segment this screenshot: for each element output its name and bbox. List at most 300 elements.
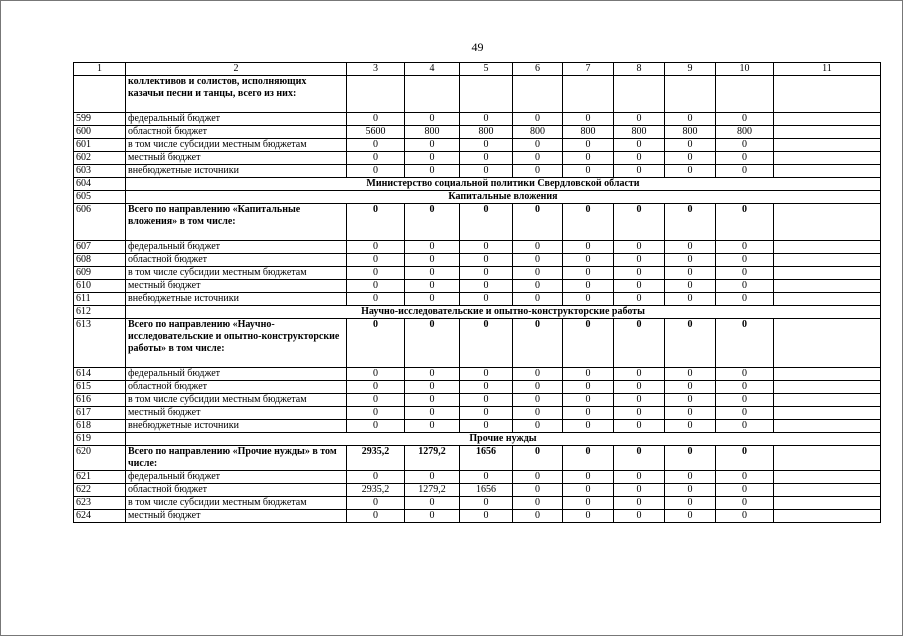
value-cell: 0 [614,319,665,368]
value-cell: 0 [513,394,563,407]
value-cell [665,76,716,113]
table-row [74,152,881,165]
value-cell: 0 [460,381,513,394]
value-cell: 0 [716,152,774,165]
value-cell: 0 [460,510,513,523]
value-cell: 0 [347,381,405,394]
budget-table [73,62,881,523]
section-title: Капитальные вложения [126,191,881,204]
value-cell: 0 [614,381,665,394]
value-cell: 0 [716,204,774,241]
row-number: 611 [74,293,126,306]
row-number: 604 [74,178,126,191]
value-cell: 0 [614,497,665,510]
column-11-cell [774,510,881,523]
value-cell: 0 [347,407,405,420]
value-cell [460,76,513,113]
table-row [74,471,881,484]
value-cell: 0 [716,446,774,471]
table-row [74,394,881,407]
value-cell: 0 [460,420,513,433]
value-cell: 0 [405,471,460,484]
value-cell: 0 [460,471,513,484]
value-cell: 0 [460,204,513,241]
column-header: 3 [347,63,405,76]
value-cell: 0 [460,497,513,510]
value-cell: 0 [716,113,774,126]
value-cell: 0 [405,407,460,420]
row-number: 601 [74,139,126,152]
value-cell: 0 [347,394,405,407]
value-cell: 0 [665,497,716,510]
value-cell: 0 [716,471,774,484]
header-row [74,63,881,76]
value-cell: 0 [405,368,460,381]
section-row [74,178,881,191]
value-cell: 0 [563,407,614,420]
value-cell: 5600 [347,126,405,139]
value-cell: 0 [513,241,563,254]
column-11-cell [774,381,881,394]
value-cell: 0 [405,510,460,523]
value-cell: 0 [665,241,716,254]
row-description: федеральный бюджет [126,471,347,484]
value-cell: 0 [563,241,614,254]
value-cell: 0 [405,241,460,254]
value-cell: 0 [716,407,774,420]
value-cell: 0 [563,165,614,178]
value-cell: 0 [347,420,405,433]
value-cell: 0 [563,497,614,510]
table-row [74,497,881,510]
value-cell: 0 [563,420,614,433]
value-cell: 1279,2 [405,484,460,497]
row-description: в том числе субсидии местным бюджетам [126,139,347,152]
value-cell: 0 [405,113,460,126]
row-description: внебюджетные источники [126,293,347,306]
column-header: 7 [563,63,614,76]
value-cell: 0 [614,368,665,381]
value-cell: 0 [460,165,513,178]
value-cell: 0 [405,152,460,165]
value-cell: 0 [665,368,716,381]
value-cell: 0 [347,113,405,126]
value-cell: 800 [614,126,665,139]
value-cell: 0 [614,293,665,306]
table-row [74,113,881,126]
value-cell: 0 [405,394,460,407]
value-cell: 0 [460,152,513,165]
row-number: 614 [74,368,126,381]
row-number: 608 [74,254,126,267]
row-description: областной бюджет [126,381,347,394]
value-cell: 0 [513,165,563,178]
section-title: Министерство социальной политики Свердловской области [126,178,881,191]
value-cell: 0 [563,254,614,267]
row-number: 610 [74,280,126,293]
value-cell: 0 [460,241,513,254]
value-cell: 0 [665,165,716,178]
column-11-cell [774,139,881,152]
value-cell: 0 [513,471,563,484]
value-cell: 0 [614,267,665,280]
value-cell: 0 [513,204,563,241]
value-cell: 2935,2 [347,484,405,497]
value-cell: 0 [513,293,563,306]
table-row [74,381,881,394]
row-number: 623 [74,497,126,510]
value-cell [347,76,405,113]
value-cell: 800 [513,126,563,139]
value-cell: 0 [563,113,614,126]
row-number: 618 [74,420,126,433]
row-number: 621 [74,471,126,484]
column-11-cell [774,267,881,280]
value-cell: 0 [513,407,563,420]
column-header: 1 [74,63,126,76]
row-number: 624 [74,510,126,523]
value-cell: 0 [513,446,563,471]
value-cell: 0 [405,497,460,510]
value-cell: 0 [513,510,563,523]
value-cell: 0 [513,254,563,267]
column-11-cell [774,420,881,433]
table-row [74,319,881,368]
value-cell: 0 [665,139,716,152]
table-row [74,76,881,113]
column-11-cell [774,394,881,407]
value-cell: 0 [614,471,665,484]
value-cell: 0 [460,368,513,381]
value-cell: 0 [460,113,513,126]
value-cell: 0 [563,471,614,484]
column-11-cell [774,293,881,306]
value-cell: 0 [665,152,716,165]
column-11-cell [774,113,881,126]
column-header: 11 [774,63,881,76]
value-cell: 0 [665,407,716,420]
row-description: областной бюджет [126,484,347,497]
row-number: 613 [74,319,126,368]
value-cell: 0 [665,484,716,497]
value-cell: 0 [563,204,614,241]
column-header: 9 [665,63,716,76]
value-cell: 0 [347,241,405,254]
table-row [74,267,881,280]
value-cell [563,76,614,113]
column-header: 10 [716,63,774,76]
column-header: 8 [614,63,665,76]
value-cell [614,76,665,113]
value-cell: 0 [563,152,614,165]
value-cell: 0 [614,446,665,471]
column-11-cell [774,204,881,241]
table-row [74,204,881,241]
row-number: 599 [74,113,126,126]
value-cell: 0 [405,420,460,433]
value-cell: 0 [716,484,774,497]
value-cell: 0 [405,254,460,267]
row-description: Всего по направлению «Капитальные вложения» в том числе: [126,204,347,241]
table-row [74,446,881,471]
value-cell: 0 [614,407,665,420]
value-cell: 0 [405,204,460,241]
value-cell: 0 [563,280,614,293]
value-cell: 0 [347,204,405,241]
column-header: 5 [460,63,513,76]
row-number: 605 [74,191,126,204]
value-cell: 0 [716,394,774,407]
column-11-cell [774,497,881,510]
value-cell: 0 [563,510,614,523]
value-cell [716,76,774,113]
column-11-cell [774,319,881,368]
value-cell: 0 [513,267,563,280]
value-cell: 0 [716,280,774,293]
row-description: местный бюджет [126,407,347,420]
row-description: местный бюджет [126,510,347,523]
table-row [74,126,881,139]
value-cell: 800 [665,126,716,139]
column-11-cell [774,241,881,254]
value-cell: 0 [563,139,614,152]
value-cell: 0 [347,319,405,368]
value-cell: 0 [563,446,614,471]
value-cell: 0 [614,280,665,293]
value-cell: 0 [347,497,405,510]
value-cell: 0 [563,267,614,280]
value-cell: 0 [513,280,563,293]
value-cell: 0 [614,241,665,254]
value-cell: 0 [513,152,563,165]
value-cell: 0 [347,254,405,267]
value-cell: 0 [614,254,665,267]
column-11-cell [774,126,881,139]
value-cell: 0 [614,420,665,433]
value-cell: 0 [716,510,774,523]
value-cell: 0 [614,484,665,497]
row-description: внебюджетные источники [126,165,347,178]
table-row [74,368,881,381]
row-description: в том числе субсидии местным бюджетам [126,267,347,280]
value-cell: 0 [347,139,405,152]
value-cell: 0 [665,420,716,433]
value-cell: 0 [614,510,665,523]
row-description: местный бюджет [126,280,347,293]
value-cell [405,76,460,113]
value-cell: 0 [716,420,774,433]
value-cell: 0 [563,293,614,306]
page-number: 49 [471,40,484,54]
column-11-cell [774,152,881,165]
column-11-cell [774,407,881,420]
row-number: 612 [74,306,126,319]
value-cell: 0 [405,139,460,152]
value-cell: 0 [614,165,665,178]
value-cell: 0 [347,293,405,306]
value-cell: 0 [716,139,774,152]
value-cell: 0 [665,381,716,394]
section-row [74,306,881,319]
value-cell: 0 [513,113,563,126]
row-number: 607 [74,241,126,254]
value-cell: 0 [460,139,513,152]
value-cell: 0 [665,319,716,368]
value-cell [513,76,563,113]
value-cell: 0 [716,293,774,306]
section-row [74,191,881,204]
table-row [74,241,881,254]
row-description: областной бюджет [126,254,347,267]
table-row [74,407,881,420]
value-cell: 0 [716,368,774,381]
table-row [74,165,881,178]
value-cell: 0 [347,165,405,178]
value-cell: 0 [460,267,513,280]
value-cell: 0 [563,394,614,407]
row-number: 602 [74,152,126,165]
row-description: федеральный бюджет [126,241,347,254]
column-11-cell [774,446,881,471]
value-cell: 0 [665,446,716,471]
row-number: 616 [74,394,126,407]
value-cell: 0 [460,254,513,267]
value-cell: 0 [716,254,774,267]
value-cell: 2935,2 [347,446,405,471]
value-cell: 0 [563,368,614,381]
column-header: 6 [513,63,563,76]
row-number: 615 [74,381,126,394]
value-cell: 0 [665,394,716,407]
value-cell: 800 [716,126,774,139]
value-cell: 0 [513,319,563,368]
row-description: областной бюджет [126,126,347,139]
table-row [74,139,881,152]
row-number: 622 [74,484,126,497]
row-number: 620 [74,446,126,471]
value-cell: 0 [665,471,716,484]
value-cell: 0 [665,280,716,293]
row-description: внебюджетные источники [126,420,347,433]
column-11-cell [774,254,881,267]
row-description: федеральный бюджет [126,113,347,126]
value-cell: 0 [405,319,460,368]
value-cell: 0 [405,280,460,293]
value-cell: 0 [563,381,614,394]
value-cell: 0 [405,165,460,178]
value-cell: 0 [716,241,774,254]
value-cell: 0 [513,139,563,152]
value-cell: 0 [347,152,405,165]
value-cell: 0 [405,381,460,394]
value-cell: 0 [513,368,563,381]
row-description: Всего по направлению «Прочие нужды» в том числе: [126,446,347,471]
value-cell: 800 [460,126,513,139]
value-cell: 0 [405,267,460,280]
row-description: в том числе субсидии местным бюджетам [126,394,347,407]
section-title: Прочие нужды [126,433,881,446]
row-number: 606 [74,204,126,241]
column-11-cell [774,76,881,113]
value-cell: 0 [347,267,405,280]
row-number: 603 [74,165,126,178]
column-11-cell [774,165,881,178]
value-cell: 0 [716,381,774,394]
column-11-cell [774,280,881,293]
column-header: 2 [126,63,347,76]
value-cell: 0 [460,319,513,368]
row-number: 619 [74,433,126,446]
value-cell: 0 [716,319,774,368]
value-cell: 1656 [460,484,513,497]
row-number: 609 [74,267,126,280]
value-cell: 0 [405,293,460,306]
value-cell: 0 [460,293,513,306]
row-description: в том числе субсидии местным бюджетам [126,497,347,510]
table-row [74,510,881,523]
section-row [74,433,881,446]
row-description: коллективов и солистов, исполняющих казачьи песни и танцы, всего из них: [126,76,347,113]
value-cell: 0 [460,407,513,420]
value-cell: 0 [460,394,513,407]
row-description: Всего по направлению «Научно-исследовательские и опытно-конструкторские работы» в том числе: [126,319,347,368]
value-cell: 0 [665,113,716,126]
row-description: федеральный бюджет [126,368,347,381]
value-cell: 0 [614,139,665,152]
value-cell: 0 [347,510,405,523]
value-cell: 1279,2 [405,446,460,471]
row-description: местный бюджет [126,152,347,165]
value-cell: 0 [614,394,665,407]
value-cell: 0 [614,204,665,241]
table-row [74,484,881,497]
table-row [74,293,881,306]
row-number: 600 [74,126,126,139]
value-cell: 0 [563,319,614,368]
value-cell: 0 [513,497,563,510]
table-row [74,280,881,293]
value-cell: 0 [614,152,665,165]
table-row [74,254,881,267]
value-cell: 800 [405,126,460,139]
value-cell: 0 [460,280,513,293]
value-cell: 800 [563,126,614,139]
value-cell: 0 [513,420,563,433]
column-11-cell [774,471,881,484]
section-title: Научно-исследовательские и опытно-конструкторские работы [126,306,881,319]
value-cell: 0 [665,204,716,241]
value-cell: 0 [347,471,405,484]
value-cell: 0 [665,510,716,523]
value-cell: 1656 [460,446,513,471]
value-cell: 0 [347,368,405,381]
value-cell: 0 [563,484,614,497]
table-body [74,76,881,523]
value-cell: 0 [665,267,716,280]
column-header: 4 [405,63,460,76]
value-cell: 0 [716,165,774,178]
table-row [74,420,881,433]
row-number: 617 [74,407,126,420]
value-cell: 0 [665,293,716,306]
value-cell: 0 [513,484,563,497]
column-11-cell [774,484,881,497]
row-number [74,76,126,113]
column-11-cell [774,368,881,381]
value-cell: 0 [716,267,774,280]
value-cell: 0 [614,113,665,126]
value-cell: 0 [716,497,774,510]
